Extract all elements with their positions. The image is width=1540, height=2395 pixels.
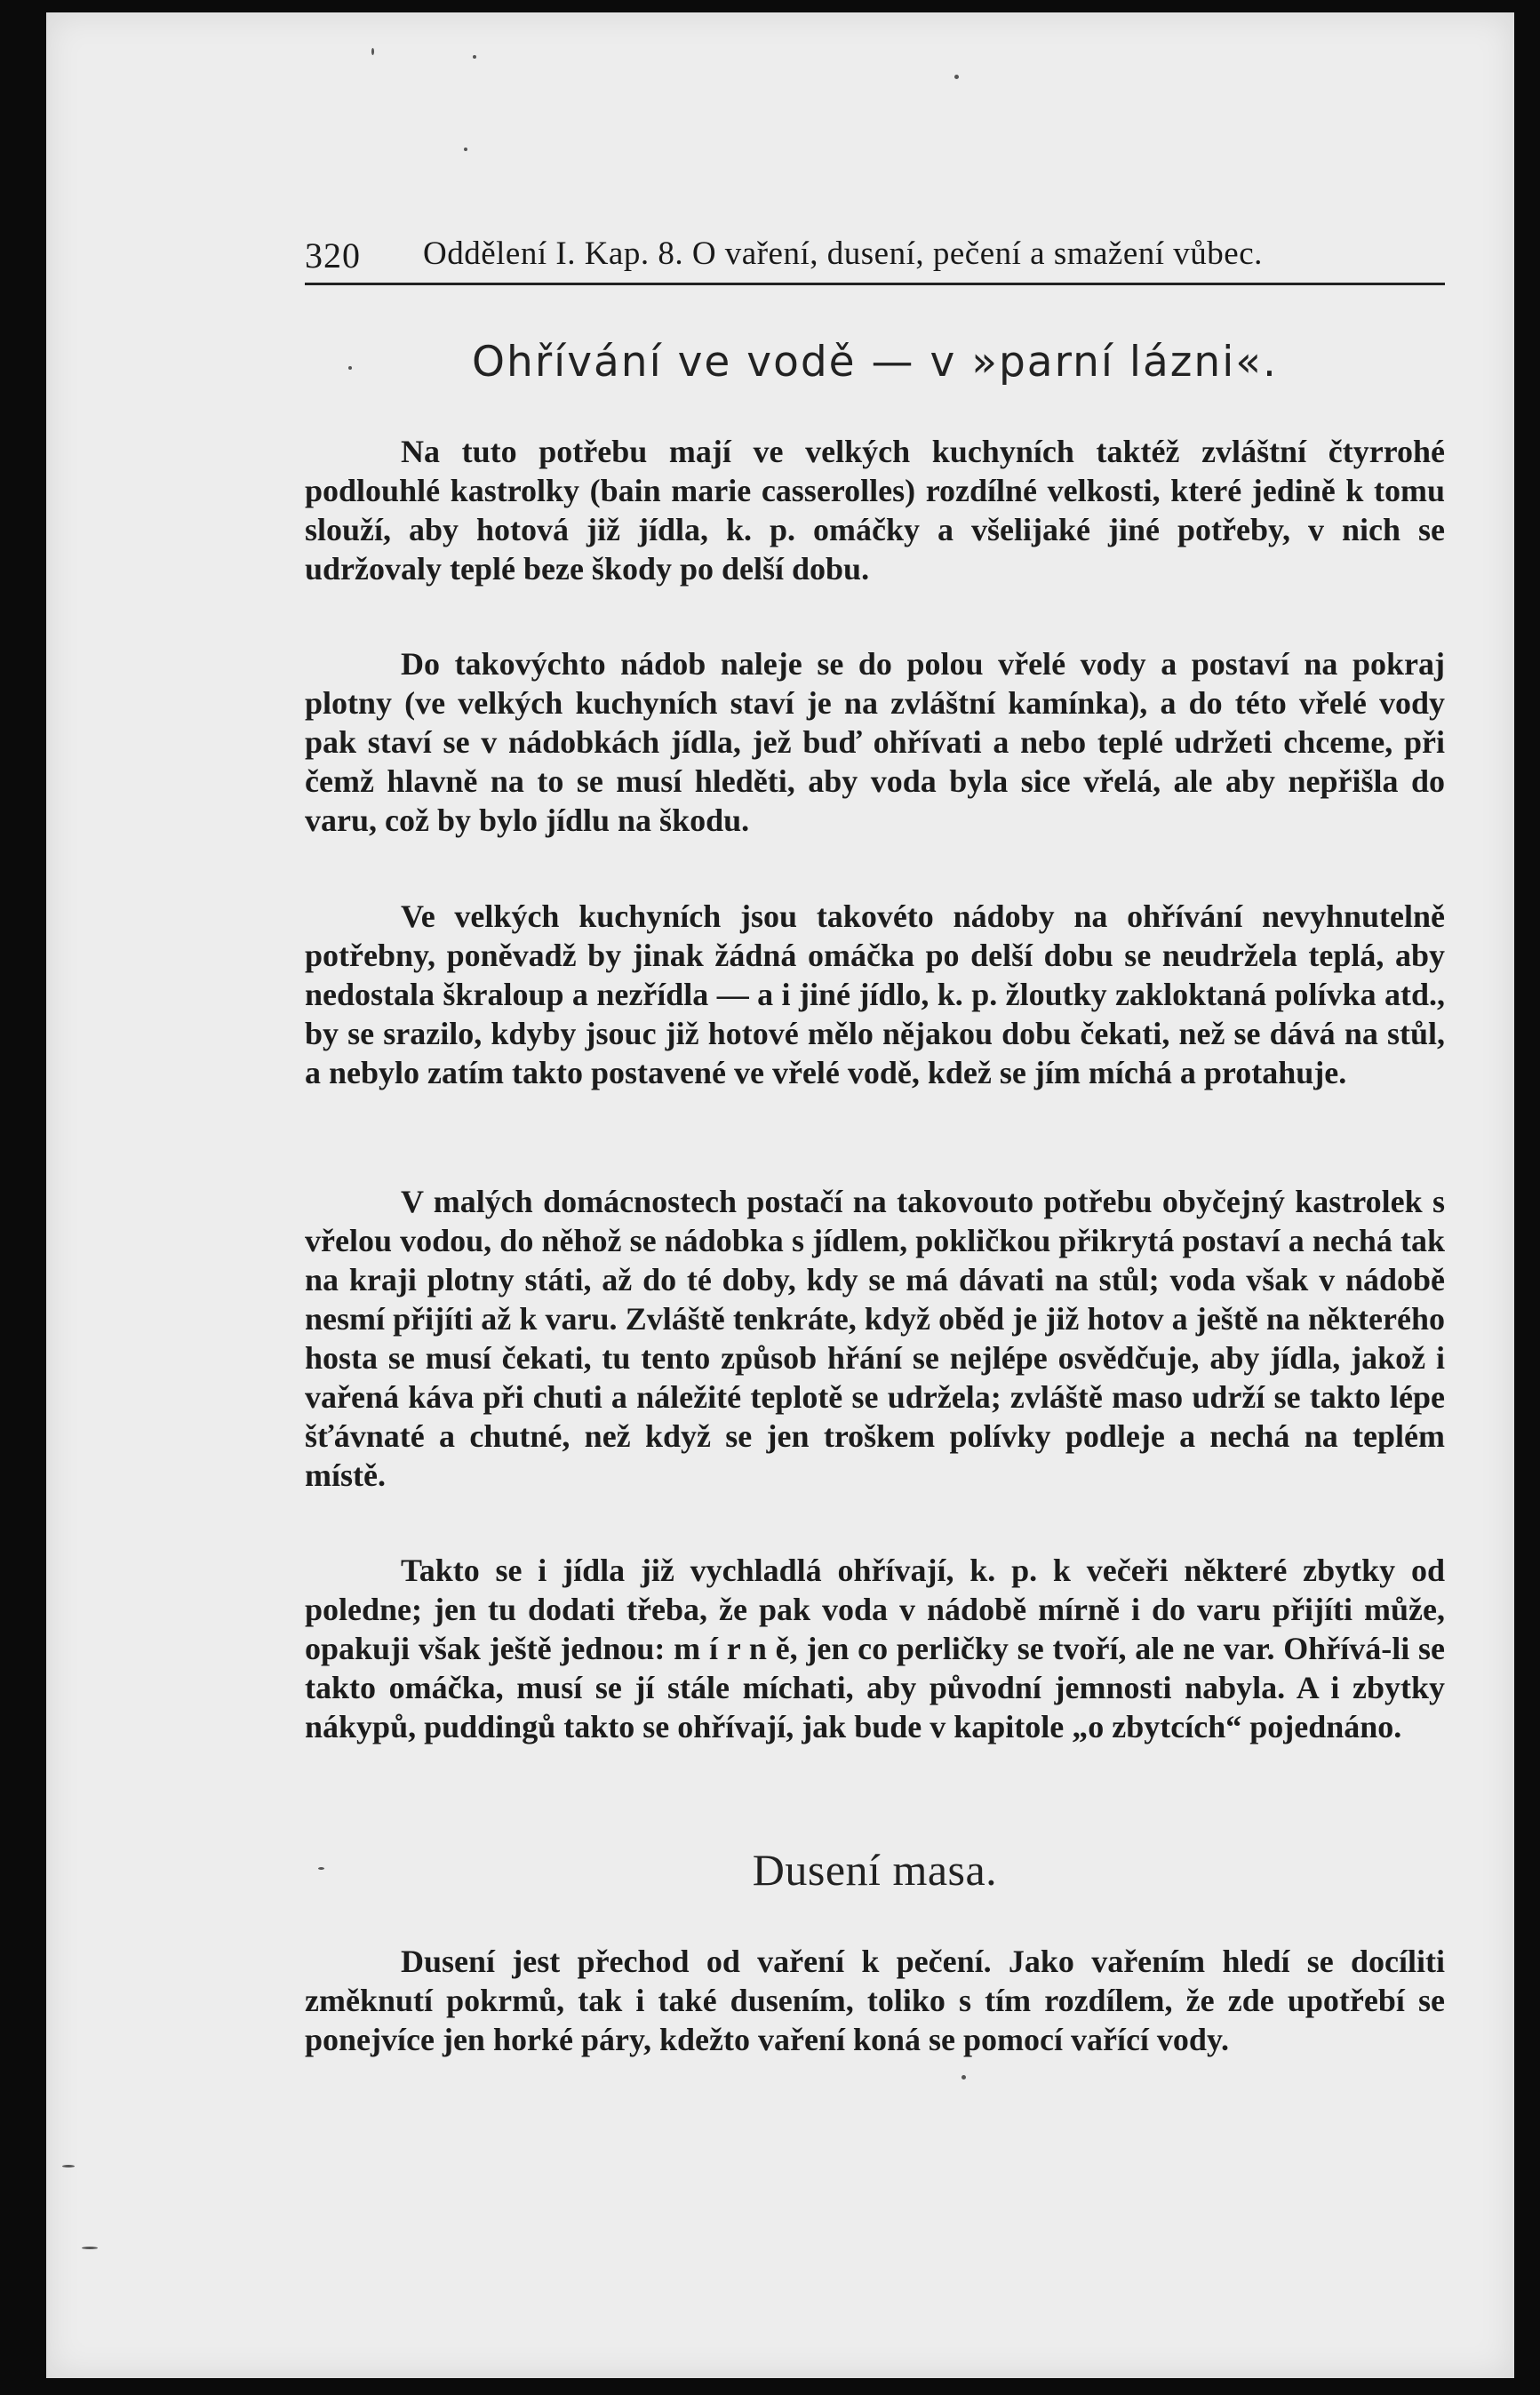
ink-speck xyxy=(464,148,467,151)
section-title-stewing-meat: Dusení masa. xyxy=(752,1845,998,1895)
paragraph: V malých domácnostech postačí na takovouto potřebu obyčejný kastrolek s vřelou vodou, do něhož se nádobka s jídlem, pokličkou přikrytá postaví a nechá tak na kraji plotny státi, až do té doby, kdy se má dávati na stůl; voda však v nádobě nesmí přijíti až k varu. Zvláště tenkráte, když oběd je již hotov a ještě na některého hosta se musí čekati, tu tento způsob hřání se nejlépe osvědčuje, aby jídla, jakož i vařená káva při chuti a náležité teplotě se udržela; zvláště maso udrží se takto lépe šťávnaté a chutné, než když se jen troškem polívky podleje a nechá na teplém místě. xyxy=(305,1184,1445,1493)
running-title: Oddělení I. Kap. 8. O vaření, dusení, pečení a smažení vůbec. xyxy=(423,236,1263,272)
ink-speck xyxy=(962,2075,966,2080)
paragraph: Na tuto potřebu mají ve velkých kuchyních taktéž zvláštní čtyrrohé podlouhlé kastrolky (bain marie casserolles) rozdílné velkosti, které jedině k tomu slouží, aby hotová již jídla, k. p. omáčky a všelijaké jiné potřeby, v nich se udržovaly teplé beze škody po delší dobu. xyxy=(305,434,1445,587)
section-title-heating-in-water: Ohřívání ve vodě — v »parní lázni«. xyxy=(472,338,1278,387)
ink-speck xyxy=(82,2247,98,2249)
ink-speck xyxy=(62,2165,75,2167)
paragraph: Ve velkých kuchyních jsou takovéto nádoby na ohřívání nevyhnutelně potřebny, poněvadž by jinak žádná omáčka po delší dobu se neudržela teplá, aby nedostala škraloup a nezřídla — a i jiné jídlo, k. p. žloutky zakloktaná polívka atd., by se srazilo, kdyby jsouc již hotové mělo nějakou dobu čekati, než se dává na stůl, a nebylo zatím takto postavené ve vřelé vodě, kdež se jím míchá a protahuje. xyxy=(305,898,1445,1090)
page-number: 320 xyxy=(305,236,361,275)
running-header xyxy=(305,229,1445,285)
ink-speck xyxy=(954,75,959,79)
ink-speck xyxy=(473,55,476,59)
paragraph: Dusení jest přechod od vaření k pečení. Jako vařením hledí se docíliti změknutí pokrmů, tak i také dusením, toliko s tím rozdílem, že zde upotřebí se ponejvíce jen horké páry, kdežto vaření koná se pomocí vařící vody. xyxy=(305,1944,1445,2057)
ink-speck xyxy=(371,48,374,55)
paragraph: Takto se i jídla již vychladlá ohřívají, k. p. k večeři některé zbytky od poledne; jen tu dodati třeba, že pak voda v nádobě mírně i do varu přijíti může, opakuji však ještě jednou: m í r n ě, jen co perličky se tvoří, ale ne var. Ohřívá-li se takto omáčka, musí se jí stále míchati, aby původní jemnosti nabyla. A i zbytky nákypů, puddingů takto se ohřívají, jak bude v kapitole „o zbytcích“ pojednáno. xyxy=(305,1553,1445,1744)
paragraph: Do takovýchto nádob naleje se do polou vřelé vody a postaví na pokraj plotny (ve velkých kuchyních staví je na zvláštní kamínka), a do této vřelé vody pak staví se v nádobkách jídla, jež buď ohřívati a nebo teplé udržeti chceme, při čemž hlavně na to se musí hleděti, aby voda byla sice vřelá, ale aby nepřišla do varu, což by bylo jídlu na škodu. xyxy=(305,646,1445,838)
